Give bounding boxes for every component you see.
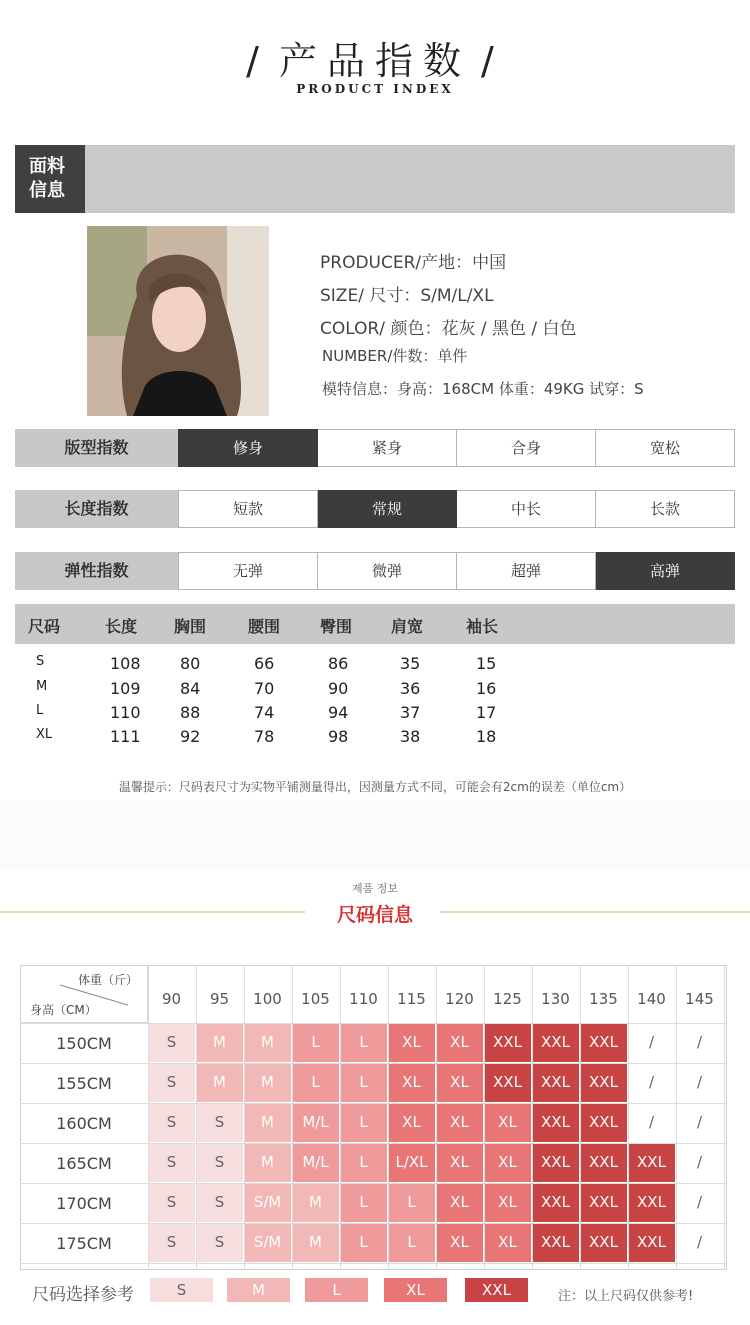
size-grid-cell: XXL bbox=[580, 1063, 627, 1102]
size-col-header: 尺码 bbox=[28, 617, 61, 636]
weight-column-header: 125 bbox=[493, 990, 522, 1008]
stretch-option-high: 高弹 bbox=[596, 552, 735, 590]
fabric-label-line1: 面料 bbox=[29, 156, 65, 177]
stretch-index-label: 弹性指数 bbox=[15, 552, 178, 590]
size-row-value: 109 bbox=[110, 679, 141, 698]
height-row-header: 150CM bbox=[56, 1034, 112, 1053]
length-option-short: 短款 bbox=[178, 490, 318, 528]
size-row-value: 70 bbox=[254, 679, 275, 698]
size-row-label: L bbox=[36, 703, 44, 718]
size-grid-cell: / bbox=[696, 1193, 703, 1211]
size-row-value: 98 bbox=[328, 727, 349, 746]
size-grid-cell: XXL bbox=[628, 1183, 675, 1222]
size-row-value: 35 bbox=[400, 654, 421, 673]
size-row-value: 18 bbox=[476, 727, 497, 746]
weight-column-header: 95 bbox=[209, 990, 230, 1008]
height-row-header: 160CM bbox=[56, 1114, 112, 1133]
size-grid-cell: / bbox=[648, 1033, 655, 1051]
size-grid-cell: S bbox=[148, 1023, 195, 1062]
size-grid-cell: S/M bbox=[244, 1223, 291, 1262]
weight-column-header: 145 bbox=[685, 990, 714, 1008]
size-grid-cell: S bbox=[148, 1183, 195, 1222]
size-grid-cell: L bbox=[340, 1183, 387, 1222]
size-grid-cell: XXL bbox=[484, 1023, 531, 1062]
size-grid-cell: XXL bbox=[532, 1063, 579, 1102]
size-grid-cell: XL bbox=[436, 1063, 483, 1102]
size-grid-cell: XXL bbox=[484, 1063, 531, 1102]
weight-column-header: 140 bbox=[637, 990, 666, 1008]
shoulder-col-header: 肩宽 bbox=[391, 617, 424, 636]
page-title-text: 产品指数 bbox=[278, 39, 471, 83]
legend-label: 尺码选择参考 bbox=[32, 1285, 134, 1305]
size-row-value: 74 bbox=[254, 703, 275, 722]
grid-line bbox=[20, 1223, 727, 1224]
size-grid-cell: XL bbox=[436, 1223, 483, 1262]
size-row-value: 78 bbox=[254, 727, 275, 746]
size-grid-cell: S bbox=[196, 1223, 243, 1262]
size-info-kicker: 제품 정보 bbox=[351, 882, 398, 895]
size-grid-cell: XL bbox=[484, 1223, 531, 1262]
size-row-value: 92 bbox=[180, 727, 201, 746]
title-slash-right: / bbox=[481, 39, 504, 83]
size-grid-cell: XXL bbox=[580, 1143, 627, 1182]
size-row-value: 36 bbox=[400, 679, 421, 698]
size-row-value: 66 bbox=[254, 654, 275, 673]
size-grid-cell: / bbox=[696, 1153, 703, 1171]
size-grid-cell: / bbox=[648, 1073, 655, 1091]
size-grid-cell: M bbox=[292, 1223, 339, 1262]
size-grid-cell: XXL bbox=[532, 1103, 579, 1142]
size-row-label: S bbox=[36, 654, 45, 669]
stretch-option-slight: 微弹 bbox=[318, 552, 457, 590]
height-axis-label: 身高（CM） bbox=[30, 1003, 97, 1017]
fit-option-tight: 紧身 bbox=[318, 429, 457, 467]
size-grid-cell: M bbox=[244, 1143, 291, 1182]
legend-note: 注：以上尺码仅供参考! bbox=[558, 1289, 694, 1304]
size-grid-cell: S bbox=[196, 1103, 243, 1142]
size-grid-cell: M/L bbox=[292, 1143, 339, 1182]
size-row-value: 110 bbox=[110, 703, 141, 722]
size-grid-cell: L bbox=[340, 1143, 387, 1182]
size-grid-cell: L bbox=[292, 1023, 339, 1062]
size-grid-cell: S/M bbox=[244, 1183, 291, 1222]
size-grid-cell: M bbox=[196, 1023, 243, 1062]
grid-line bbox=[532, 965, 533, 1270]
height-row-header: 175CM bbox=[56, 1234, 112, 1253]
weight-axis-label: 体重（斤） bbox=[78, 973, 139, 987]
model-photo bbox=[87, 226, 269, 416]
size-grid-cell: XXL bbox=[580, 1103, 627, 1142]
size-grid-cell: S bbox=[148, 1063, 195, 1102]
size-grid-cell: S bbox=[148, 1223, 195, 1262]
size-row-label: M bbox=[36, 679, 48, 694]
length-option-mid: 中长 bbox=[457, 490, 596, 528]
size-grid-cell: XXL bbox=[532, 1143, 579, 1182]
legend-swatch: XXL bbox=[465, 1278, 528, 1302]
size-grid-cell: S bbox=[196, 1183, 243, 1222]
size-grid-cell: M bbox=[244, 1023, 291, 1062]
grid-line bbox=[436, 965, 437, 1270]
grid-line bbox=[580, 965, 581, 1270]
stretch-option-none: 无弹 bbox=[178, 552, 318, 590]
size-grid-cell: L bbox=[388, 1183, 435, 1222]
legend-swatch: XL bbox=[384, 1278, 447, 1302]
size-row-value: 108 bbox=[110, 654, 141, 673]
size-grid-cell: / bbox=[696, 1033, 703, 1051]
grid-line bbox=[676, 965, 677, 1270]
size-grid-cell: S bbox=[196, 1143, 243, 1182]
length-index-row bbox=[15, 490, 735, 528]
grid-line bbox=[20, 1103, 727, 1104]
length-index-label: 长度指数 bbox=[15, 490, 178, 528]
height-row-header: 155CM bbox=[56, 1074, 112, 1093]
size-info-title: 尺码信息 bbox=[336, 904, 413, 926]
size-grid-cell: M bbox=[196, 1063, 243, 1102]
grid-line bbox=[628, 965, 629, 1270]
fabric-label-line2: 信息 bbox=[29, 180, 65, 201]
title-slash-left: / bbox=[246, 39, 269, 83]
fabric-info-label bbox=[15, 145, 85, 213]
size-grid-cell: / bbox=[696, 1233, 703, 1251]
size-grid-cell: XL bbox=[436, 1183, 483, 1222]
size-row-value: 80 bbox=[180, 654, 201, 673]
length-col-header: 长度 bbox=[105, 617, 138, 636]
sleeve-col-header: 袖长 bbox=[466, 617, 499, 636]
size-row-value: 86 bbox=[328, 654, 349, 673]
size-grid-cell: / bbox=[696, 1073, 703, 1091]
grid-line bbox=[148, 965, 149, 1270]
size-grid-cell: L bbox=[388, 1223, 435, 1262]
legend-swatch: M bbox=[227, 1278, 290, 1302]
size-grid-cell: XL bbox=[436, 1143, 483, 1182]
producer-text: PRODUCER/产地：中国 bbox=[320, 253, 507, 273]
legend-swatch: L bbox=[305, 1278, 368, 1302]
number-text: NUMBER/件数：单件 bbox=[322, 347, 468, 365]
grid-line bbox=[724, 965, 725, 1270]
size-row-value: 17 bbox=[476, 703, 497, 722]
size-grid-cell: XXL bbox=[532, 1223, 579, 1262]
stretch-option-super: 超弹 bbox=[457, 552, 596, 590]
waist-col-header: 腰围 bbox=[248, 617, 281, 636]
color-text: COLOR/ 颜色：花灰 / 黑色 / 白色 bbox=[320, 319, 577, 339]
size-grid-cell: XXL bbox=[628, 1143, 675, 1182]
weight-column-header: 135 bbox=[589, 990, 618, 1008]
section-spacer bbox=[0, 800, 750, 870]
grid-line bbox=[20, 1023, 727, 1024]
size-grid-cell: L bbox=[292, 1063, 339, 1102]
fit-index-row bbox=[15, 429, 735, 467]
length-option-regular: 常规 bbox=[318, 490, 457, 528]
grid-line bbox=[388, 965, 389, 1270]
size-grid-cell: XL bbox=[484, 1103, 531, 1142]
measurement-note: 温馨提示：尺码表尺寸为实物平铺测量得出，因测量方式不同，可能会有2cm的误差（单位cm） bbox=[118, 780, 632, 794]
size-grid-cell: M bbox=[244, 1103, 291, 1142]
size-grid-cell: XXL bbox=[532, 1183, 579, 1222]
size-grid-cell: XL bbox=[388, 1103, 435, 1142]
size-row-value: 94 bbox=[328, 703, 349, 722]
size-grid-cell: / bbox=[648, 1113, 655, 1131]
size-row-value: 37 bbox=[400, 703, 421, 722]
size-grid-cell: M bbox=[244, 1063, 291, 1102]
page-title bbox=[0, 30, 750, 85]
size-grid-cell: L bbox=[340, 1023, 387, 1062]
weight-column-header: 130 bbox=[541, 990, 570, 1008]
size-grid-cell: XL bbox=[436, 1023, 483, 1062]
weight-column-header: 110 bbox=[349, 990, 378, 1008]
size-row-label: XL bbox=[36, 727, 53, 742]
size-grid-cell: XXL bbox=[532, 1023, 579, 1062]
grid-line bbox=[20, 1263, 727, 1264]
length-option-long: 长款 bbox=[596, 490, 735, 528]
legend-swatch: S bbox=[150, 1278, 213, 1302]
size-grid-cell: XL bbox=[388, 1063, 435, 1102]
size-row-value: 15 bbox=[476, 654, 497, 673]
size-grid-cell: XXL bbox=[580, 1183, 627, 1222]
fit-index-label: 版型指数 bbox=[15, 429, 178, 467]
grid-line bbox=[20, 1143, 727, 1144]
size-grid-cell: L bbox=[340, 1063, 387, 1102]
size-grid-cell: L bbox=[340, 1223, 387, 1262]
size-grid-cell: S bbox=[148, 1143, 195, 1182]
size-row-value: 38 bbox=[400, 727, 421, 746]
size-row-value: 88 bbox=[180, 703, 201, 722]
grid-line bbox=[20, 1183, 727, 1184]
grid-line bbox=[196, 965, 197, 1270]
size-grid-cell: XXL bbox=[580, 1223, 627, 1262]
weight-column-header: 120 bbox=[445, 990, 474, 1008]
size-grid-cell: XXL bbox=[628, 1223, 675, 1262]
page-subtitle: PRODUCT INDEX bbox=[296, 82, 454, 96]
size-grid-cell: XXL bbox=[580, 1023, 627, 1062]
stretch-index-row bbox=[15, 552, 735, 590]
size-grid-cell: L/XL bbox=[388, 1143, 435, 1182]
grid-line bbox=[292, 965, 293, 1270]
fit-option-regular: 合身 bbox=[457, 429, 596, 467]
grid-line bbox=[244, 965, 245, 1270]
size-row-value: 16 bbox=[476, 679, 497, 698]
size-text: SIZE/ 尺寸：S/M/L/XL bbox=[320, 286, 494, 306]
height-row-header: 165CM bbox=[56, 1154, 112, 1173]
size-grid-cell: / bbox=[696, 1113, 703, 1131]
weight-column-header: 100 bbox=[253, 990, 282, 1008]
grid-line bbox=[20, 1063, 727, 1064]
size-row-value: 111 bbox=[110, 727, 141, 746]
grid-line bbox=[340, 965, 341, 1270]
fit-option-loose: 宽松 bbox=[596, 429, 735, 467]
size-row-value: 84 bbox=[180, 679, 201, 698]
size-grid-cell: M/L bbox=[292, 1103, 339, 1142]
chest-col-header: 胸围 bbox=[174, 617, 207, 636]
weight-column-header: 105 bbox=[301, 990, 330, 1008]
fit-option-slim: 修身 bbox=[178, 429, 318, 467]
weight-column-header: 90 bbox=[161, 990, 182, 1008]
fabric-info-bar bbox=[15, 145, 735, 213]
size-grid-cell: XL bbox=[484, 1183, 531, 1222]
size-row-value: 90 bbox=[328, 679, 349, 698]
model-info-text: 模特信息：身高：168CM 体重：49KG 试穿：S bbox=[322, 380, 644, 398]
height-row-header: 170CM bbox=[56, 1194, 112, 1213]
hip-col-header: 臀围 bbox=[320, 617, 353, 636]
grid-line bbox=[484, 965, 485, 1270]
weight-column-header: 115 bbox=[397, 990, 426, 1008]
size-grid-cell: M bbox=[292, 1183, 339, 1222]
size-grid-cell: L bbox=[340, 1103, 387, 1142]
size-grid-cell: XL bbox=[484, 1143, 531, 1182]
size-grid-cell: XL bbox=[388, 1023, 435, 1062]
size-grid-cell: S bbox=[148, 1103, 195, 1142]
size-grid-cell: XL bbox=[436, 1103, 483, 1142]
